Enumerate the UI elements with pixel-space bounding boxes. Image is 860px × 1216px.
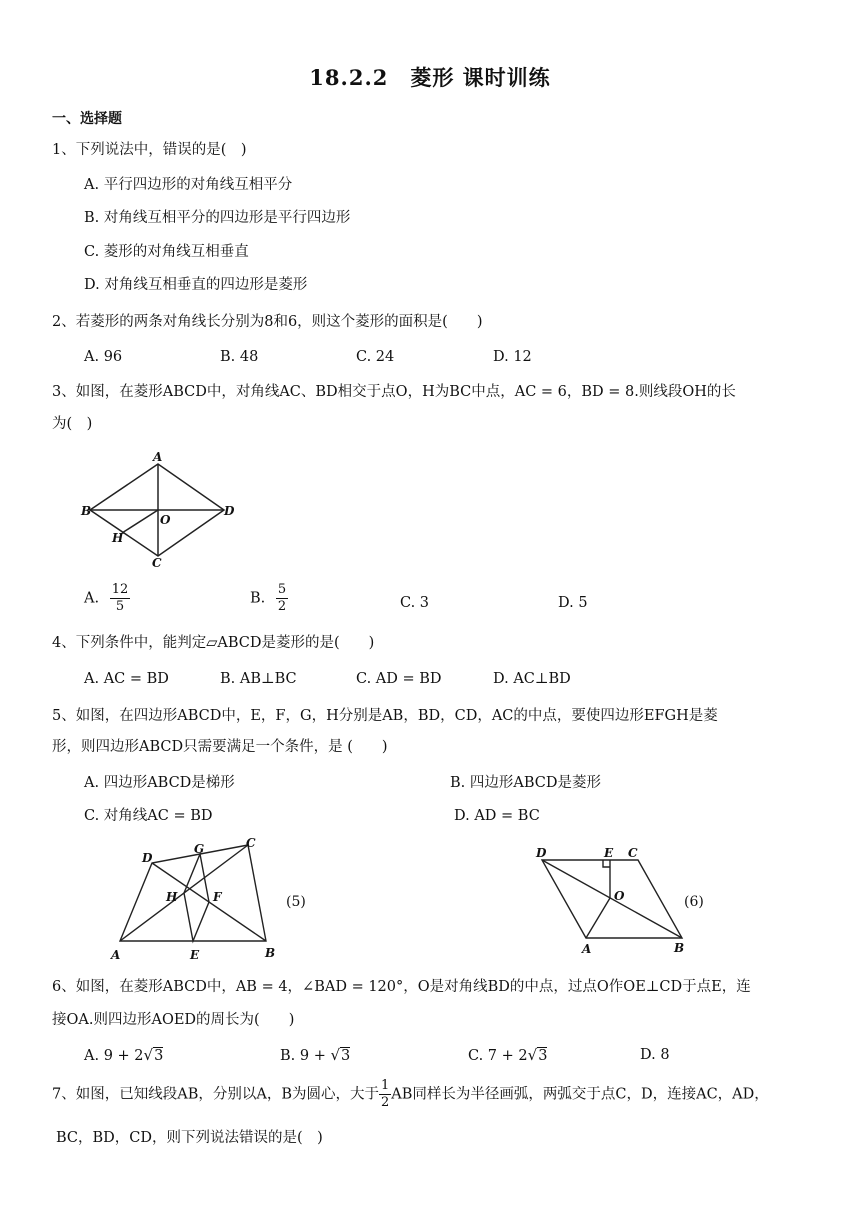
question-3-option-a: A. $\frac{12}{5}$ [84,582,129,614]
question-1-option-a: A. 平行四边形的对角线互相平分 [84,177,293,193]
question-4-option-c: C. AD = BD [356,671,442,687]
question-6-option-a: A. 9 + 2√3 [84,1046,164,1064]
figure6-caption: (6) [684,894,704,910]
figure6-label-e: E [604,846,614,860]
question-5-stem-line1: 5、如图，在四边形ABCD中，E，F，G，H分别是AB，BD，CD，AC的中点，要使四边形EFGH是菱 [52,708,718,724]
question-6-option-b: B. 9 + √3 [280,1046,351,1064]
figure5-label-c: C [246,836,256,850]
segment-oh [122,510,158,533]
question-5-option-a: A. 四边形ABCD是梯形 [84,775,235,791]
question-4-option-d: D. AC⊥BD [493,671,571,687]
question-6-stem-line2: 接OA.则四边形AOED的周长为( ) [52,1012,295,1028]
figure6-label-o: O [614,889,625,903]
question-7-stem-line2: BC，BD，CD，则下列说法错误的是( ) [56,1130,323,1146]
right-angle-mark [603,860,610,867]
question-4-option-a: A. AC = BD [84,671,169,687]
page-title: 18.2.2 菱形 课时训练 [309,65,551,90]
question-2-option-d: D. 12 [493,349,532,365]
fraction-5-over-2: $\frac{5}{2}$ [277,582,287,614]
figure5-label-a: A [111,948,121,962]
question-3-stem-line2: 为( ) [52,416,93,432]
question-2-stem: 2、若菱形的两条对角线长分别为8和6，则这个菱形的面积是( ) [52,314,483,330]
quadrilateral-efgh [184,854,209,941]
question-6-option-d: D. 8 [640,1047,670,1063]
segment-oa [586,898,610,938]
figure6-label-d: D [536,846,547,860]
figure3-label-h: H [112,531,124,545]
figure-6-rhombus [530,840,720,962]
figure5-label-b: B [265,946,276,960]
figure3-label-b: B [81,504,92,518]
figure6-label-a: A [582,942,592,956]
figure6-label-b: B [674,941,685,955]
question-2-option-c: C. 24 [356,349,395,365]
figure5-caption: (5) [286,894,306,910]
fraction-12-over-5: $\frac{12}{5}$ [111,582,129,614]
figure5-label-g: G [194,842,205,856]
question-1-option-c: C. 菱形的对角线互相垂直 [84,244,249,260]
question-3-option-b: B. $\frac{5}{2}$ [250,582,287,614]
question-1-option-d: D. 对角线互相垂直的四边形是菱形 [84,277,308,293]
question-5-option-b: B. 四边形ABCD是菱形 [450,775,601,791]
question-3-option-d: D. 5 [558,595,588,611]
question-3-stem-line1: 3、如图，在菱形ABCD中，对角线AC、BD相交于点O，H为BC中点，AC = 6，BD = 8.则线段OH的长 [52,384,736,400]
question-5-option-c: C. 对角线AC = BD [84,808,213,824]
section-heading: 一、选择题 [52,111,122,127]
fraction-1-over-2: $\frac{1}{2}$ [380,1078,390,1110]
question-5-option-d: D. AD = BC [454,808,540,824]
question-6-option-c: C. 7 + 2√3 [468,1046,548,1064]
question-2-option-b: B. 48 [220,349,259,365]
figure3-label-o: O [160,513,171,527]
figure3-label-c: C [152,556,162,570]
question-2-option-a: A. 96 [84,349,123,365]
figure5-label-h: H [166,890,178,904]
question-4-stem: 4、下列条件中，能判定▱ABCD是菱形的是( ) [52,635,375,651]
question-7-stem-line1: 7、如图，已知线段AB，分别以A，B为圆心，大于 $\frac{1}{2}$ AB同样长为半径画弧，两弧交于点C，D，连接AC，AD， [52,1078,769,1110]
question-3-option-c: C. 3 [400,595,430,611]
figure3-label-a: A [153,450,163,464]
figure-5-quadrilateral [104,833,334,965]
question-5-stem-line2: 形，则四边形ABCD只需要满足一个条件，是 ( ) [52,739,388,755]
figure5-label-d: D [142,851,153,865]
figure5-label-e: E [190,948,200,962]
question-4-option-b: B. AB⊥BC [220,671,297,687]
diagonal-bd [542,860,682,938]
figure3-label-d: D [224,504,235,518]
question-3-rhombus-figure [78,448,248,572]
question-1-option-b: B. 对角线互相平分的四边形是平行四边形 [84,210,351,226]
figure6-label-c: C [628,846,638,860]
figure5-label-f: F [213,890,222,904]
question-6-stem-line1: 6、如图，在菱形ABCD中，AB = 4，∠BAD = 120°，O是对角线BD的中点，过点O作OE⊥CD于点E，连 [52,979,751,995]
question-1-stem: 1、下列说法中，错误的是( ) [52,142,247,158]
